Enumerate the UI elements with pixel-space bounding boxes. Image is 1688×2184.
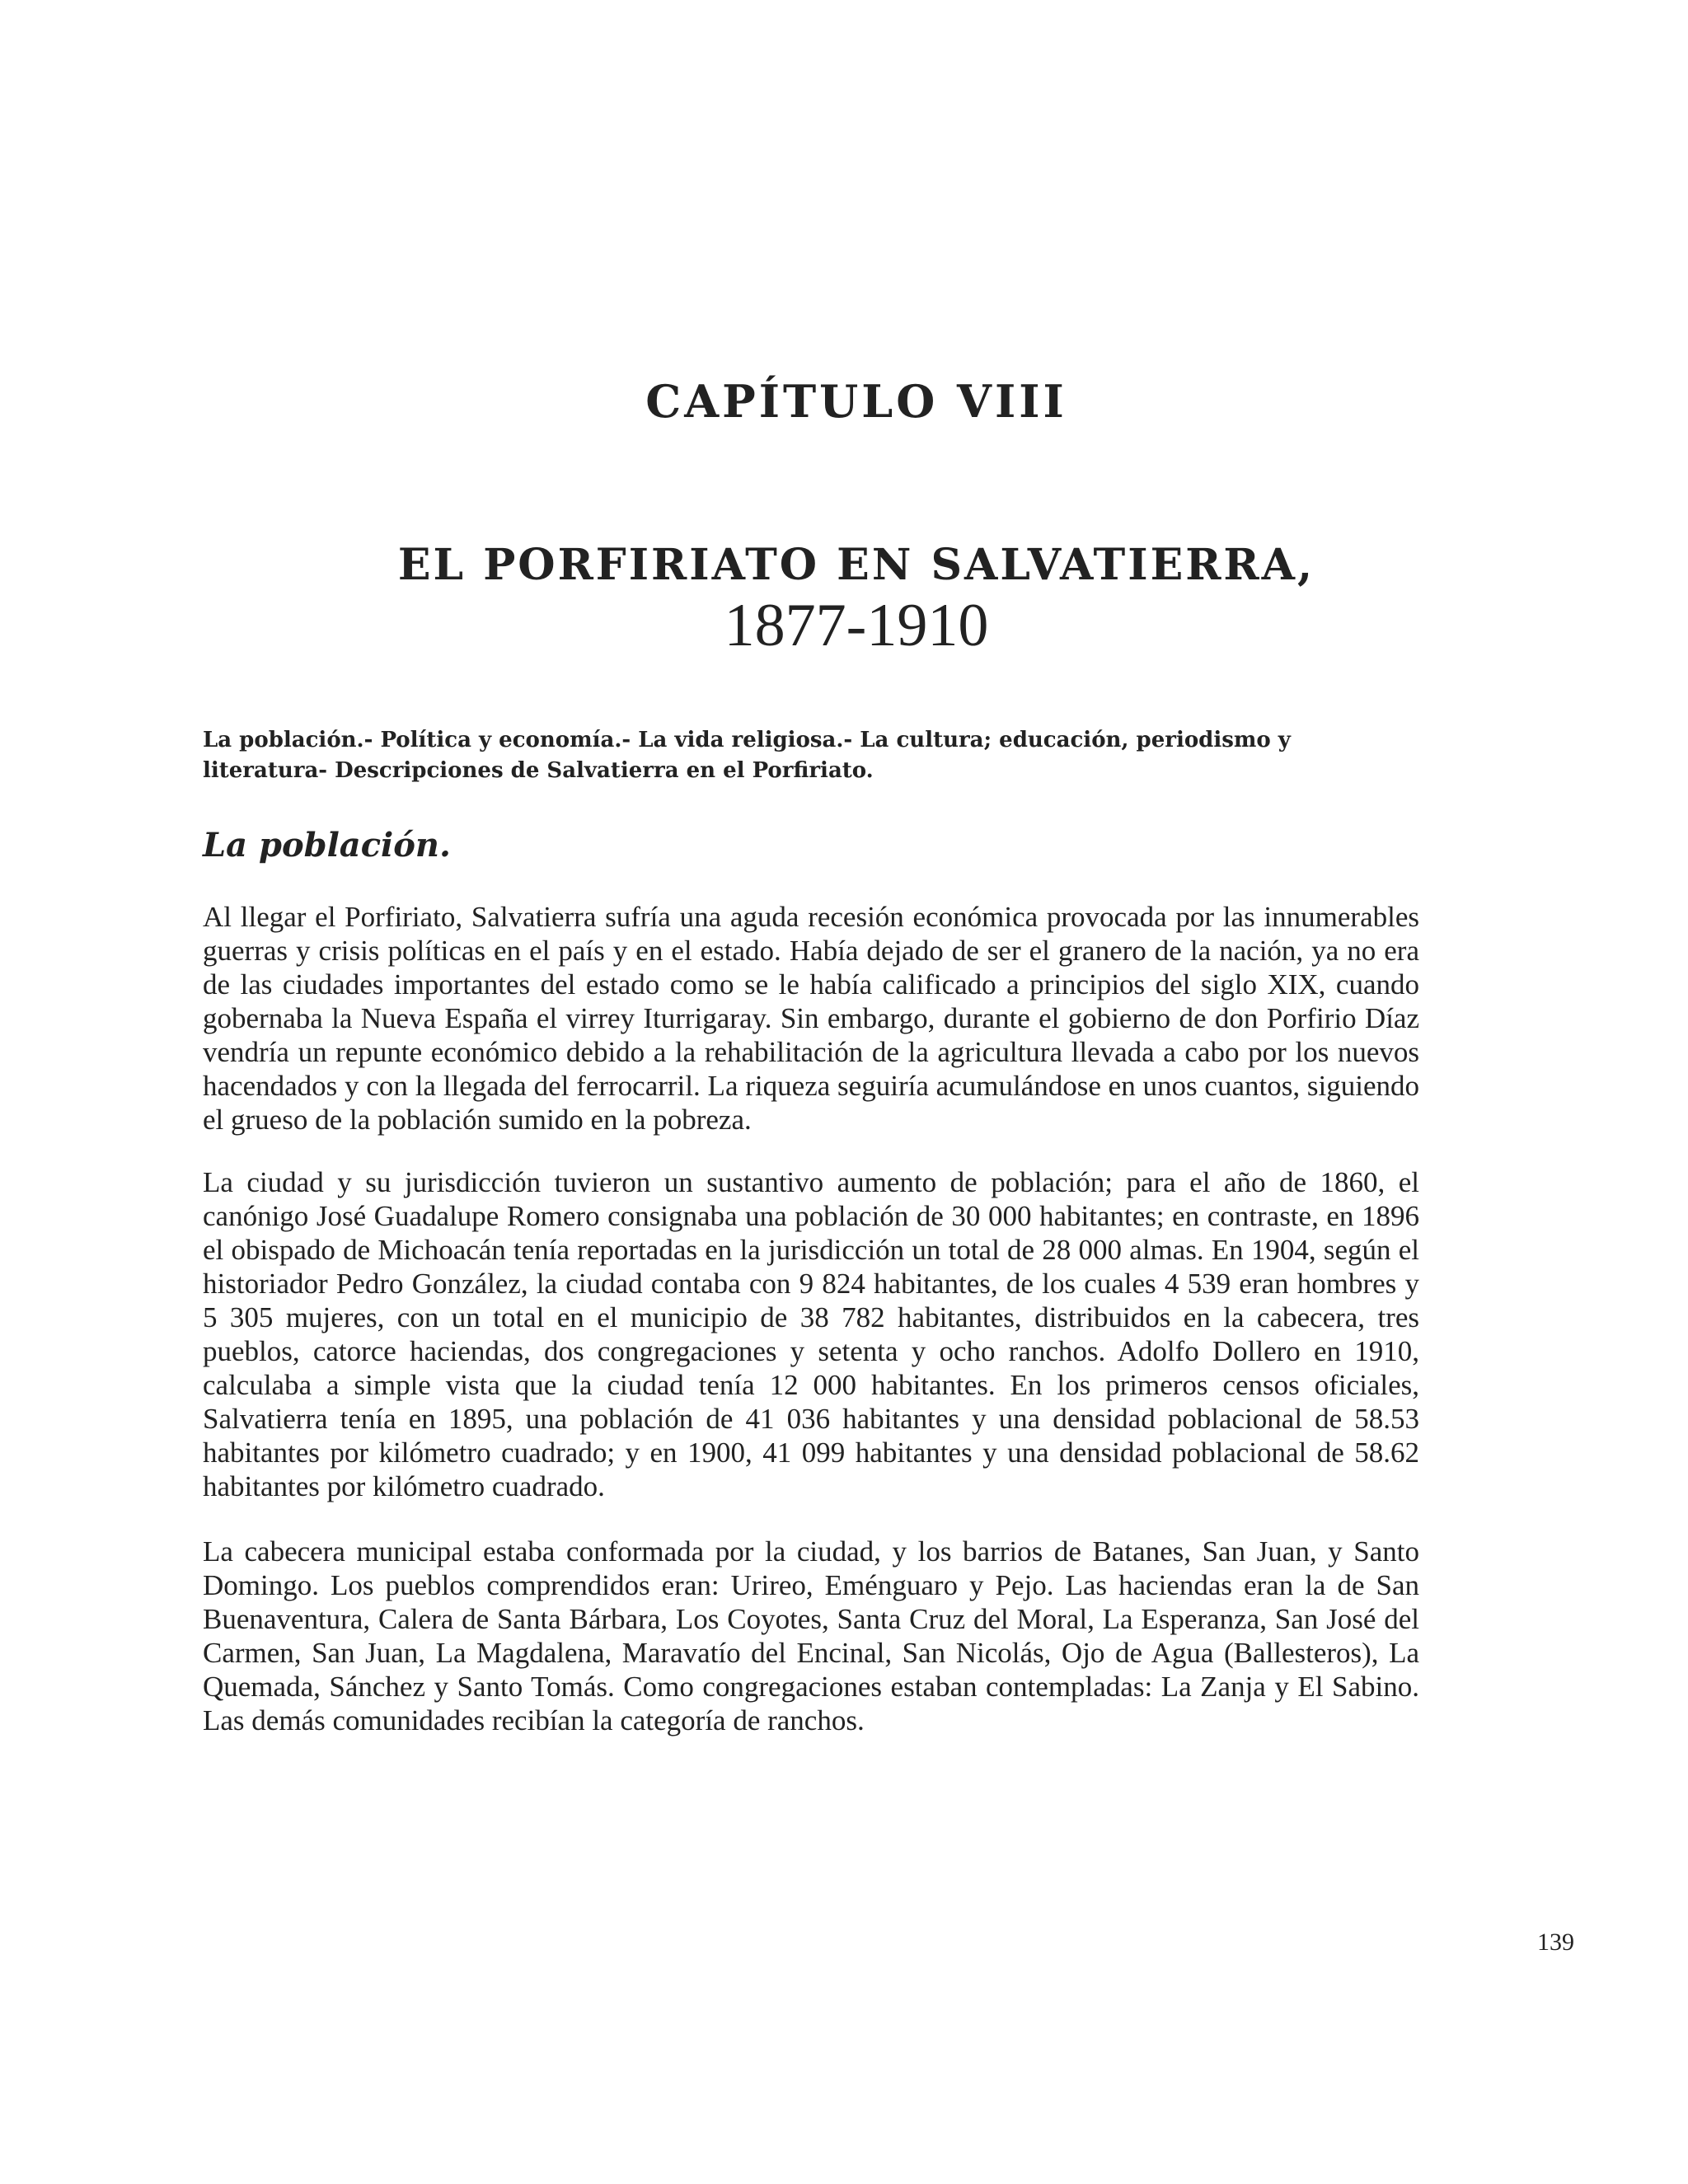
body-paragraph: La cabecera municipal estaba conformada por la ciudad, y los barrios de Batanes, San Juan, y Santo Domingo. Los pueblos comprendidos eran: Urireo, Eménguaro y Pejo. Las haciendas eran la de San Buenaventura, Calera de Santa Bárbara, Los Coyotes, Santa Cruz del Moral, La Esperanza, San José del Carmen, San Juan, La Magdalena, Maravatío del Encinal, San Nicolás, Ojo de Agua (Ballesteros), La Quemada, Sánchez y Santo Tomás. Como congregaciones estaban contempladas: La Zanja y El Sabino. Las demás comunidades recibían la categoría de ranchos.	[203, 1535, 1419, 1736]
body-paragraph: La ciudad y su jurisdicción tuvieron un sustantivo aumento de población; para el año de 1860, el canónigo José Guadalupe Romero consignaba una población de 30 000 habitantes; en contraste, en 1896 el obispado de Michoacán tenía reportadas en la jurisdicción un total de 28 000 almas. En 1904, según el historiador Pedro González, la ciudad contaba con 9 824 habitantes, de los cuales 4 539 eran hombres y 5 305 mujeres, con un total en el municipio de 38 782 habitantes, distribuidos en la cabecera, tres pueblos, catorce haciendas, dos congregaciones y setenta y ocho ranchos. Adolfo Dollero en 1910, calculaba a simple vista que la ciudad tenía 12 000 habitantes. En los primeros censos oficiales, Salvatierra tenía en 1895, una población de 41 036 habitantes y una densidad poblacional de 58.53 habitantes por kilómetro cuadrado; y en 1900, 41 099 habitantes y una densidad poblacional de 58.62 habitantes por kilómetro cuadrado.	[203, 1166, 1419, 1502]
page-number: 139	[1537, 1929, 1574, 1956]
section-heading: La población.	[203, 826, 451, 865]
chapter-title: EL PORFIRIATO EN SALVATIERRA,	[397, 540, 1315, 590]
chapter-years: 1877-1910	[724, 592, 989, 659]
chapter-label: CAPÍTULO VIII	[645, 375, 1067, 428]
body-paragraph: Al llegar el Porfiriato, Salvatierra sufría una aguda recesión económica provocada por las innumerables guerras y crisis políticas en el país y en el estado. Había dejado de ser el granero de la nación, ya no era de las ciudades importantes del estado como se le había calificado a principios del siglo XIX, cuando gobernaba la Nueva España el virrey Iturrigaray. Sin embargo, durante el gobierno de don Porfirio Díaz vendría un repunte económico debido a la rehabilitación de la agricultura llevada a cabo por los nuevos hacendados y con la llegada del ferrocarril. La riqueza seguiría acumulándose en unos cuantos, siguiendo el grueso de la población sumido en la pobreza.	[203, 901, 1419, 1136]
chapter-summary: La población.- Política y economía.- La vida religiosa.- La cultura; educación, periodismo y literatura- Descripciones de Salvatierra en el Porfiriato.	[203, 728, 1291, 783]
